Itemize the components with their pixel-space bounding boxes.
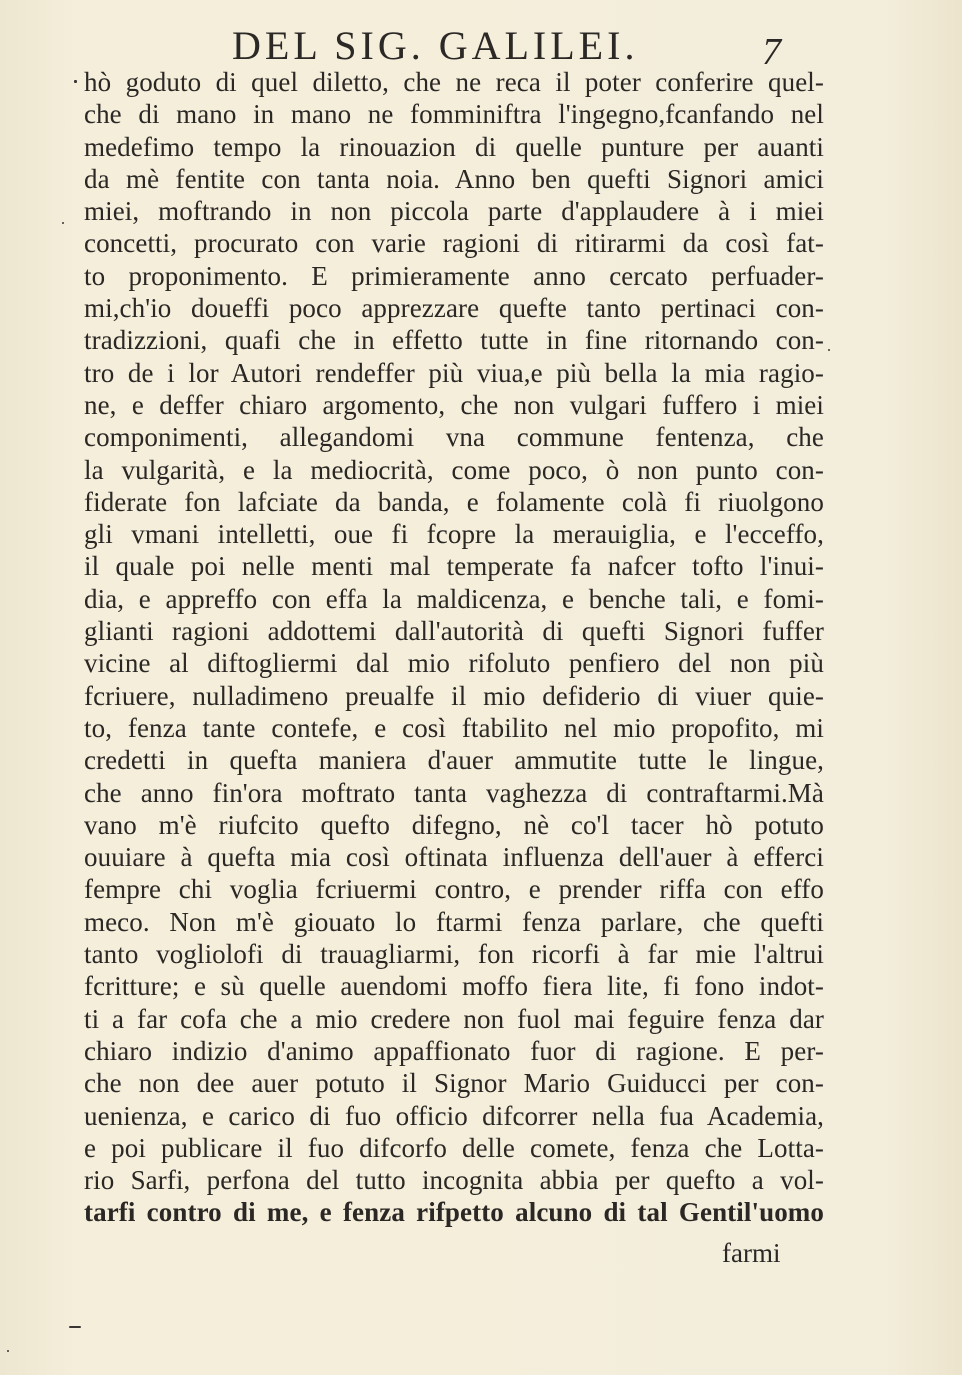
text-line: meco. Non m'è giouato lo ftarmi fenza parlare, che quefti <box>84 906 824 937</box>
text-line: che non dee auer potuto il Signor Mario Guiducci per con- <box>84 1068 824 1099</box>
text-line: componimenti, allegandomi vna commune fentenza, che <box>84 422 824 453</box>
text-line: e poi publicare il fuo difcorfo delle comete, fenza che Lotta- <box>84 1132 824 1163</box>
text-line: medefimo tempo la rinouazion di quelle punture per auanti <box>84 131 824 162</box>
text-line: ouuiare à quefta mia così oftinata influenza dell'auer à efferci <box>84 842 824 873</box>
ink-speck <box>74 80 77 83</box>
text-line: hò goduto di quel diletto, che ne reca il poter conferire quel- <box>84 67 824 97</box>
text-line: rio Sarfi, perfona del tutto incognita abbia per quefto a vol- <box>84 1165 824 1196</box>
text-line: fcritture; e sù quelle auendomi moffo fiera lite, fi fono indot- <box>84 971 824 1002</box>
text-line: tarfi contro di me, e fenza rifpetto alcuno di tal Gentil'uomo <box>84 1197 824 1228</box>
running-head: DEL SIG. GALILEI. <box>232 23 639 68</box>
body-text <box>84 66 824 1229</box>
catchword: farmi <box>722 1238 781 1268</box>
text-line: glianti ragioni addottemi dall'autorità di quefti Signori fuffer <box>84 616 824 647</box>
text-line: credetti in quefta maniera d'auer ammutite tutte le lingue, <box>84 745 824 776</box>
text-line: vano m'è riufcito quefto difegno, nè co'l tacer hò potuto <box>84 809 824 840</box>
text-line: dia, e appreffo con effa la maldicenza, e benche tali, e fomi- <box>84 583 824 614</box>
page-number: 7 <box>762 31 781 73</box>
ink-speck <box>828 349 830 351</box>
text-line: to, fenza tante contefe, e così ftabilito nel mio propofito, mi <box>84 712 824 743</box>
ink-speck <box>7 1350 9 1352</box>
text-line: tradizzioni, quafi che in effetto tutte in fine ritornando con- <box>84 325 824 356</box>
text-line: gli vmani intelletti, oue fi fcopre la merauiglia, e l'ecceffo, <box>84 519 824 550</box>
text-line: la vulgarità, e la mediocrità, come poco, ò non punto con- <box>84 454 824 485</box>
text-line: to proponimento. E primieramente anno cercato perfuader- <box>84 260 824 291</box>
text-line: fiderate fon lafciate da banda, e folamente colà fi riuolgono <box>84 486 824 517</box>
text-line: fempre chi voglia fcriuermi contro, e prender riffa con effo <box>84 874 824 905</box>
text-line: mi,ch'io doueffi poco apprezzare quefte tanto pertinaci con- <box>84 293 824 324</box>
text-line: ti a far cofa che a mio credere non fuol mai feguire fenza dar <box>84 1003 824 1034</box>
ink-speck <box>62 222 64 224</box>
text-line: vicine al diftogliermi dal mio rifoluto penfiero del non più <box>84 648 824 679</box>
text-line: da mè fentite con tanta noia. Anno ben quefti Signori amici <box>84 163 824 194</box>
ink-speck <box>69 1326 81 1328</box>
text-line: concetti, procurato con varie ragioni di ritirarmi da così fat- <box>84 228 824 259</box>
text-line: fcriuere, nulladimeno preualfe il mio defiderio di viuer quie- <box>84 680 824 711</box>
text-line: tanto vogliolofi di trauagliarmi, fon ricorfi à far mie l'altrui <box>84 939 824 970</box>
text-line: uenienza, e carico di fuo officio difcorrer nella fua Academia, <box>84 1100 824 1131</box>
text-line: il quale poi nelle menti mal temperate fa nafcer tofto l'inui- <box>84 551 824 582</box>
text-line: miei, moftrando in non piccola parte d'applaudere à i miei <box>84 196 824 227</box>
text-line: chiaro indizio d'animo appaffionato fuor di ragione. E per- <box>84 1035 824 1066</box>
text-line: ne, e deffer chiaro argomento, che non vulgari fuffero i miei <box>84 389 824 420</box>
text-line: che di mano in mano ne fomminiftra l'ingegno,fcanfando nel <box>84 99 824 130</box>
text-line: che anno fin'ora moftrato tanta vaghezza di contraftarmi.Mà <box>84 777 824 808</box>
text-line: tro de i lor Autori rendeffer più viua,e più bella la mia ragio- <box>84 357 824 388</box>
